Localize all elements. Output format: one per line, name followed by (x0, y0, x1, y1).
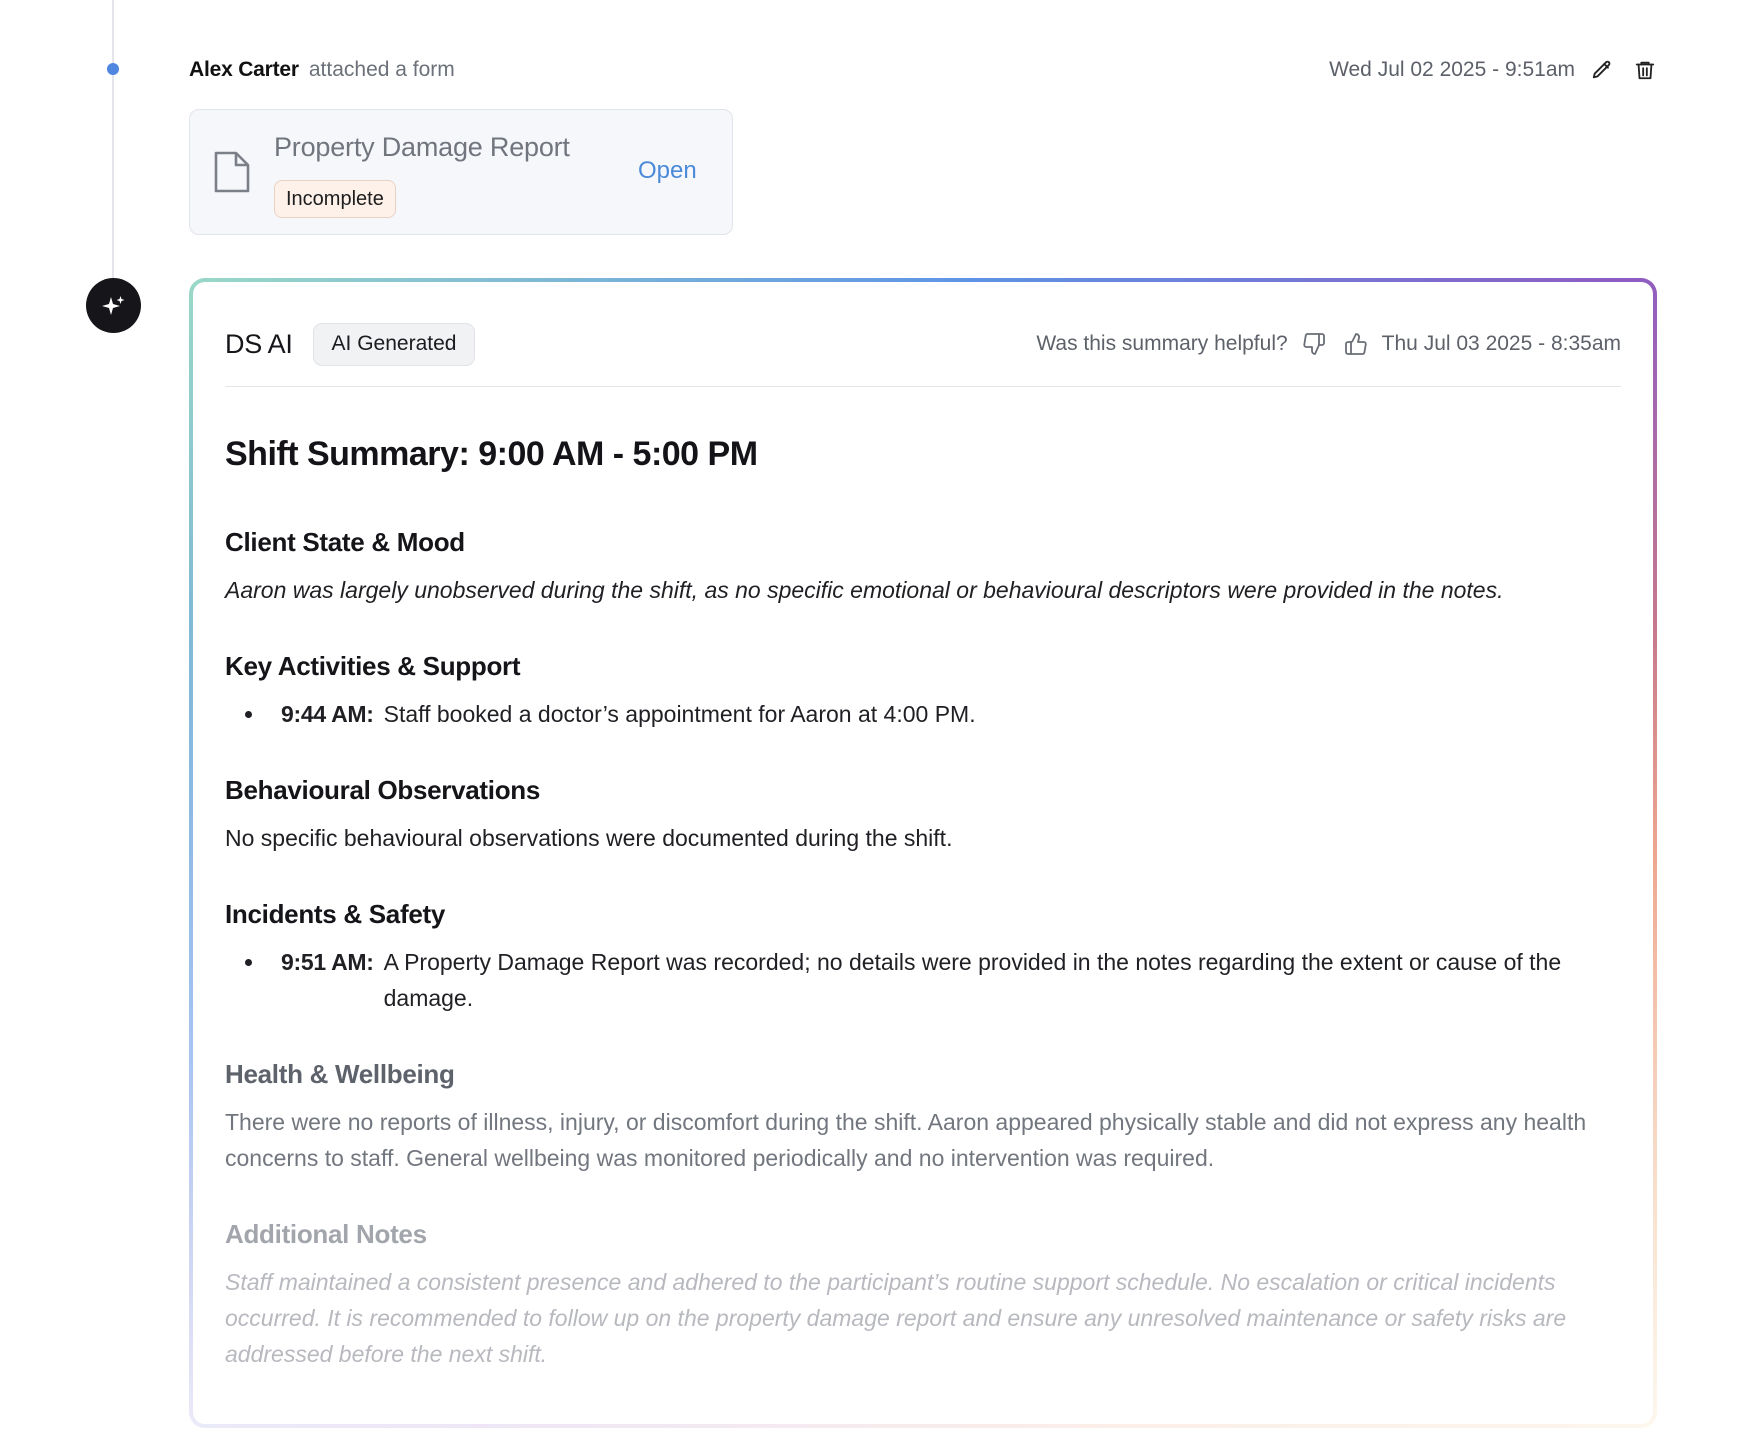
event-action: attached a form (308, 58, 455, 81)
feedback-question: Was this summary helpful? (1036, 332, 1288, 355)
timeline-line (112, 0, 114, 278)
list-item (225, 944, 1621, 1016)
event-meta (1329, 54, 1661, 86)
section-text-behavioural: No specific behavioural observations were documented during the shift. (225, 825, 953, 851)
thumbs-down-icon[interactable] (1298, 328, 1330, 360)
ai-summary-header (225, 322, 1621, 366)
ai-summary-timestamp: Thu Jul 03 2025 - 8:35am (1381, 332, 1621, 355)
section-heading-behavioural: Behavioural Observations (225, 775, 541, 805)
section-heading-incidents: Incidents & Safety (225, 899, 445, 929)
ai-summary-card (189, 278, 1657, 1428)
ai-summary-body (193, 282, 1653, 1424)
form-status-badge: Incomplete (274, 180, 396, 218)
activity-event-row (189, 54, 1661, 86)
section-heading-key-activities: Key Activities & Support (225, 651, 521, 681)
summary-content (225, 432, 1621, 1372)
open-form-link[interactable]: Open (638, 157, 697, 184)
header-divider (225, 386, 1621, 387)
section-heading-additional: Additional Notes (225, 1219, 427, 1249)
event-author: Alex Carter (189, 58, 299, 81)
ai-feedback-group (1036, 328, 1621, 360)
sparkles-icon (86, 278, 141, 333)
summary-title: Shift Summary: 9:00 AM - 5:00 PM (225, 435, 758, 473)
ai-author-name: DS AI (225, 328, 293, 359)
thumbs-up-icon[interactable] (1340, 328, 1372, 360)
section-heading-health: Health & Wellbeing (225, 1059, 455, 1089)
section-text-client-state: Aaron was largely unobserved during the shift, as no specific emotional or behavioural descriptors were provided in the notes. (225, 577, 1504, 603)
bullet-marker (225, 944, 281, 1016)
timeline-dot (107, 63, 119, 75)
bullet-marker (225, 696, 281, 732)
attached-form-card[interactable] (189, 109, 733, 235)
section-text-additional: Staff maintained a consistent presence and adhered to the participant’s routine support schedule. No escalation or critical incidents occurred. It is recommended to follow up on the property damage report and ensure any unresolved maintenance or safety risks are addressed before the next shift. (225, 1269, 1567, 1367)
trash-icon[interactable] (1629, 54, 1661, 86)
list-item-time: 9:44 AM: (281, 701, 374, 727)
list-item-text: Staff booked a doctor’s appointment for Aaron at 4:00 PM. (383, 701, 976, 727)
section-heading-client-state: Client State & Mood (225, 527, 465, 557)
event-timestamp: Wed Jul 02 2025 - 9:51am (1329, 58, 1575, 81)
list-item (225, 696, 1621, 732)
form-title: Property Damage Report (274, 132, 570, 162)
pencil-icon[interactable] (1586, 54, 1618, 86)
section-text-health: There were no reports of illness, injury, or discomfort during the shift. Aaron appeared physically stable and did not express any health concerns to staff. General wellbeing was monitored periodically and no intervention was required. (225, 1109, 1587, 1171)
ai-generated-badge: AI Generated (313, 323, 476, 366)
list-item-text: A Property Damage Report was recorded; no details were provided in the notes regarding the extent or cause of the damage. (383, 949, 1562, 1011)
document-icon (212, 149, 252, 200)
list-item-time: 9:51 AM: (281, 949, 374, 975)
